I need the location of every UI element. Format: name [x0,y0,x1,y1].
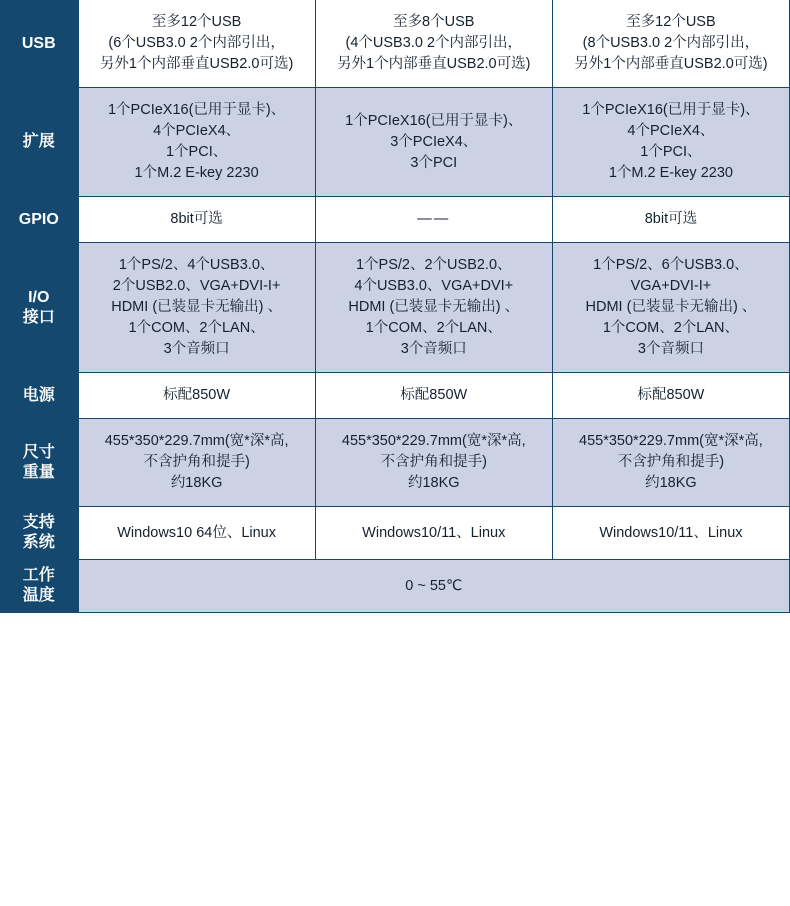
cell-gpio-col3: 8bit可选 [552,197,789,243]
cell-gpio-col1: 8bit可选 [78,197,315,243]
row-label-supported-os: 支持 系统 [0,507,78,560]
cell-os-col2: Windows10/11、Linux [315,507,552,560]
cell-expansion-col2: 1个PCIeX16(已用于显卡)、 3个PCIeX4、 3个PCI [315,88,552,197]
cell-io-col1: 1个PS/2、4个USB3.0、 2个USB2.0、VGA+DVI-I+ HDMI (已装显卡无输出) 、 1个COM、2个LAN、 3个音频口 [78,243,315,373]
cell-usb-col3: 至多12个USB (8个USB3.0 2个内部引出， 另外1个内部垂直USB2.0可选) [552,0,789,88]
cell-size-col2: 455*350*229.7mm(宽*深*高, 不含护角和提手) 约18KG [315,419,552,507]
table-row [0,507,790,560]
row-label-gpio: GPIO [0,197,78,243]
table-row [0,88,790,197]
row-label-operating-temperature: 工作 温度 [0,560,78,613]
table-row [0,0,790,88]
table-row [0,419,790,507]
cell-expansion-col3: 1个PCIeX16(已用于显卡)、 4个PCIeX4、 1个PCI、 1个M.2 E-key 2230 [552,88,789,197]
cell-io-col3: 1个PS/2、6个USB3.0、 VGA+DVI-I+ HDMI (已装显卡无输出) 、 1个COM、2个LAN、 3个音频口 [552,243,789,373]
cell-os-col1: Windows10 64位、Linux [78,507,315,560]
row-label-power: 电源 [0,373,78,419]
cell-size-col3: 455*350*229.7mm(宽*深*高, 不含护角和提手) 约18KG [552,419,789,507]
cell-power-col1: 标配850W [78,373,315,419]
row-label-io-ports: I/O 接口 [0,243,78,373]
cell-os-col3: Windows10/11、Linux [552,507,789,560]
cell-io-col2: 1个PS/2、2个USB2.0、 4个USB3.0、VGA+DVI+ HDMI (已装显卡无输出) 、 1个COM、2个LAN、 3个音频口 [315,243,552,373]
cell-usb-col1: 至多12个USB (6个USB3.0 2个内部引出， 另外1个内部垂直USB2.0可选) [78,0,315,88]
bottom-filler [0,613,790,687]
cell-operating-temperature: 0 ~ 55℃ [78,560,789,613]
cell-expansion-col1: 1个PCIeX16(已用于显卡)、 4个PCIeX4、 1个PCI、 1个M.2 E-key 2230 [78,88,315,197]
table-row [0,197,790,243]
cell-power-col2: 标配850W [315,373,552,419]
table-row [0,560,790,613]
table-row [0,373,790,419]
table-row [0,243,790,373]
cell-size-col1: 455*350*229.7mm(宽*深*高, 不含护角和提手) 约18KG [78,419,315,507]
cell-gpio-col2: —— [315,197,552,243]
row-label-expansion: 扩展 [0,88,78,197]
row-label-usb: USB [0,0,78,88]
cell-power-col3: 标配850W [552,373,789,419]
cell-usb-col2: 至多8个USB (4个USB3.0 2个内部引出， 另外1个内部垂直USB2.0可选) [315,0,552,88]
row-label-size-weight: 尺寸 重量 [0,419,78,507]
